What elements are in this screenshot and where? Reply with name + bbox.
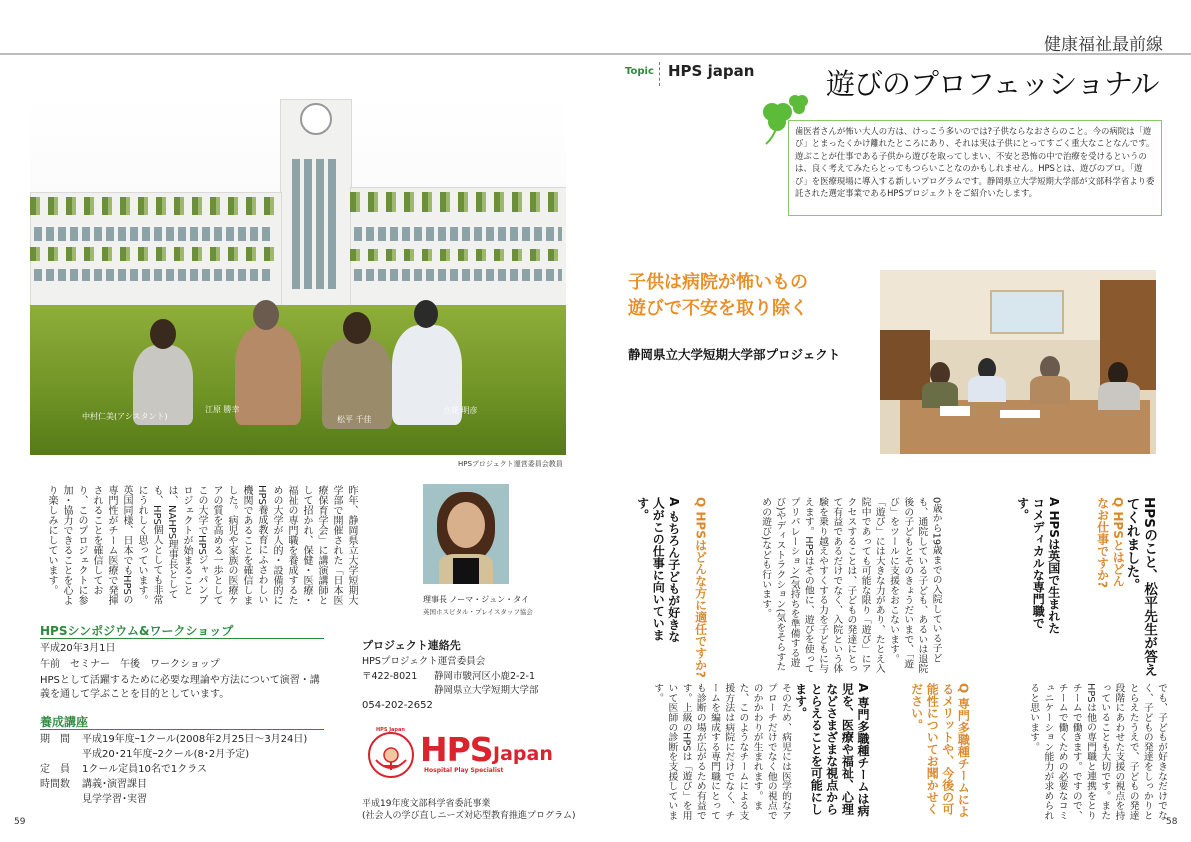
course-row — [40, 733, 340, 748]
profile-org: 英国ホスピタル・プレイスタッフ協会 — [423, 608, 533, 616]
footer-note-2: (社会人の学び直しニーズ対応型教育推進プログラム) — [362, 811, 576, 821]
logo-sub: Hospital Play Specialist — [424, 767, 504, 774]
profile-body: 昨年、静岡県立大学短期大学部で開催された「日本医療保育学会」に講演講師として招かれ、保健・医療・福祉の専門職を養成するための大学が人的・設備的にHPS養成教育にふさわしい機関であることを確信しました。病児や家族の医療ケアの質を高める一歩としてこの大学でHPSジャパンプロジェクトが始まることは、NAHPS理事長としても、HPS個人としても非常にうれしく思っています。英国同様、日本でもHPSの専門性がチーム医療で発揮されることを確信しており、このプロジェクトに参加・協力できることを心より楽しみにしています。 — [46, 485, 357, 605]
course-row — [40, 778, 340, 793]
contact-addr2: 静岡県立大学短期大学部 — [434, 685, 539, 696]
headline-line-2: 遊びで不安を取り除く — [628, 298, 808, 319]
qa-a1-head: A HPSは英国で生まれたコメディカルな専門職です。 — [1015, 497, 1061, 634]
qa-a3-head: A 専門多職種チームは病児を、医療や福祉、心理などさまざまな視点からとらえることを可能にします。 — [793, 683, 870, 817]
qa-q1: Q HPSとはどんなお仕事ですか? — [1095, 497, 1126, 588]
photo-label-2: 江原 勝幸 — [205, 405, 240, 414]
qa-a3-body: そのため、病児には医学的なアプローチだけでなく他の視点でのかかわりが生まれます。また、このようなチームによる支援方法は病院にだけでなく、チームを編成する専門職にとっても診断の場が広がるため有益です。上級のHPSは「遊び」を用いて医師の診断を支援しています。 — [652, 683, 792, 821]
contact-tel: 054-202-2652 — [362, 700, 433, 711]
course-table — [40, 733, 340, 808]
qa-q2: Q HPSはどんな方に適任ですか? — [693, 497, 708, 678]
contact-org: HPSプロジェクト運営委員会 — [362, 656, 486, 667]
footer-note-1: 平成19年度文部科学省委託事業 — [362, 799, 491, 809]
symposium-title: HPSシンポジウム&ワークショップ — [40, 624, 234, 638]
qa-a2-body: でも、子どもが好きなだけでなく、子どもの発達をしっかりととらえたうえで、子どもの発達段階にあわせた支援の視点を持っていることも大切です。またHPSは他の専門職と連携をとりチームで働きます。ですので、チームで働くための必要なコミュニケーション能力が求められると思います。 — [1028, 683, 1168, 821]
photo-label-3: 松平 千佳 — [337, 415, 372, 424]
symposium-schedule: 午前 セミナー 午後 ワークショップ — [40, 659, 220, 670]
course-key — [40, 793, 82, 808]
intro-box — [788, 120, 1162, 216]
symposium-desc: HPSとして活躍するために必要な理論や方法について演習・講義を通して学ぶことを目的としています。 — [40, 675, 320, 700]
qa-a1-body: 0歳から19歳までの入院している子ども、通院している子ども、あるいは退院後の子どもとそのきょうだいまで、「遊び」をツールに支援をおこないます。「遊び」には大きな力があり、たとえ入院中であっても可能な限り「遊び」にアクセスすることは、子どもの発達にとって有益であるだけでなく、入院という体験を乗り越えやすくする力を子どもに与えます。HPSはその他に、遊びを使ってプリパレーション(気持ちを準備する遊び)やディストラクション(気をそらすための遊び)なども行います。 — [760, 497, 942, 674]
course-row — [40, 793, 340, 808]
section-title: 健康福祉最前線 — [1044, 35, 1163, 55]
symposium-date: 平成20年3月1日 — [40, 643, 116, 654]
contact-title: プロジェクト連絡先 — [362, 639, 461, 652]
intro-text: 歯医者さんが怖い大人の方は、けっこう多いのでは?子供ならなおさらのこと。今の病院は「遊び」とまったくかけ離れたところにあり、それは実は子供にとってすごく重大なことなんです。遊ぶことが仕事である子供から遊びを取ってしまい、不安と恐怖の中で治療を受けるというのは、良く考えてみたらとってもつらいことなのかもしれません。HPSとは、遊びのプロ。「遊び」を医療現場に導入する新しいプログラムです。静岡県立大学短期大学部が文部科学省より委託された選定事業であるHPSプロジェクトをご紹介いたします。 — [795, 126, 1155, 199]
hps-badge-logo — [366, 730, 416, 780]
hps-badge-text: HPS Japan — [376, 727, 405, 733]
main-photo — [30, 97, 566, 455]
qa-a2-head: A もちろん子どもが好きな人がこの仕事に向いています。 — [635, 497, 681, 643]
course-value: 平成20･21年度ｰ2クール(8･2月予定) — [82, 749, 250, 760]
symposium-rule — [40, 638, 324, 639]
page-number-left: 59 — [14, 817, 26, 827]
page-title: 遊びのプロフェッショナル — [826, 67, 1159, 101]
course-row — [40, 763, 340, 778]
course-rule — [40, 729, 324, 730]
course-value: 1クール定員10名で1クラス — [82, 764, 207, 775]
qa-intro-heading: HPSのこと、松平先生が答えてくれました。 — [1123, 497, 1158, 677]
profile-name: 理事長 ノーマ・ジュン・タイ — [423, 595, 529, 604]
course-key: 時間数 — [40, 779, 70, 790]
logo-japan: Japan — [493, 743, 553, 765]
portrait-photo — [423, 484, 509, 584]
course-key — [40, 748, 82, 763]
contact-zip: 〒422-8021 — [362, 671, 418, 682]
topic-name: HPS japan — [668, 62, 755, 80]
topic-divider — [659, 62, 660, 86]
page-number-right: 58 — [1166, 817, 1178, 827]
clock-icon — [300, 103, 332, 135]
qa-q3: Q 専門多職種チームによるメリットや、今後の可能性についてお聞かせください。 — [909, 683, 971, 818]
course-title: 養成講座 — [40, 715, 89, 729]
headline-line-1: 子供は病院が怖いもの — [628, 272, 808, 293]
main-photo-caption: HPSプロジェクト運営委員会教員 — [458, 460, 563, 468]
course-key: 期 間 — [40, 734, 70, 745]
photo-label-4: 立花 明彦 — [443, 406, 478, 415]
course-value: 見学学習･実習 — [82, 794, 147, 805]
office-photo — [880, 270, 1156, 454]
course-value: 講義･演習課目 — [82, 779, 147, 790]
photo-label-1: 中村仁美(アシスタント) — [82, 412, 168, 421]
subhead: 静岡県立大学短期大学部プロジェクト — [628, 347, 841, 362]
logo-hps: HPS — [420, 730, 493, 769]
contact-addr1: 静岡市駿河区小鹿2-2-1 — [434, 671, 535, 682]
course-key: 定 員 — [40, 764, 70, 775]
topic-tag: Topic — [625, 66, 654, 77]
course-row — [40, 748, 340, 763]
header-rule — [0, 53, 1191, 55]
course-value: 平成19年度ｰ1クール(2008年2月25日〜3月24日) — [82, 734, 308, 745]
